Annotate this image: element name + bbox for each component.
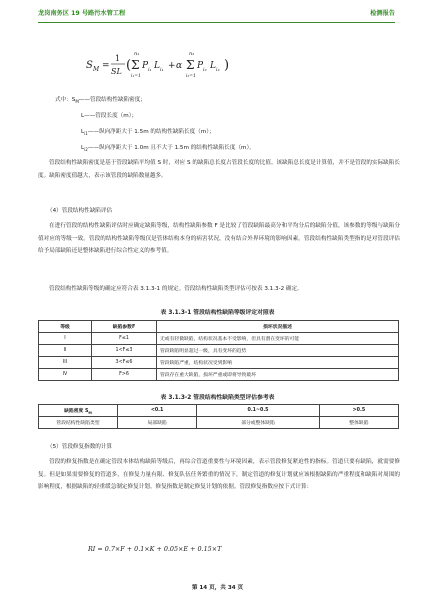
def-li2: $L_{i2}——$纵向净距大于 1.0m 且不大于 1.5m 的结构性缺陷长度（m）。 xyxy=(81,145,255,153)
formula-term2-p-sub: i₂ xyxy=(203,67,207,73)
table1-caption: 表 3.1.3-1 管段结构性缺陷等级评定对照表 xyxy=(160,310,275,316)
header-report-type: 检测报告 xyxy=(370,10,395,17)
table-cell: <0.1 xyxy=(118,405,197,417)
formula-term1-p-sub: i₁ xyxy=(148,67,152,73)
table-header-cell: 缺陷参数F xyxy=(92,321,157,333)
formula-term2-l-sub: i₂ xyxy=(216,67,220,73)
table-cell: 局部缺陷 xyxy=(118,417,197,429)
formula-sum1-bottom: i₁=1 xyxy=(131,74,141,79)
formula-sum2-top: n₂ xyxy=(189,51,195,57)
formula-open-paren: ( xyxy=(126,58,132,73)
table-cell: 管段缺陷严重，结构状况受到影响 xyxy=(157,357,399,369)
paragraph-table-reference: 管段结构性缺陷等级的确定应符合表 3.1.3-1 的规定。管段结构性缺陷类型评估可按表 3.1.3-2 确定。 xyxy=(49,286,303,292)
paragraph-density-explanation: 管段结构性缺陷密度是基于管段缺陷平均值 S 时，对应 S 的缺陷总长度占管段长度的比值。该缺陷总长度是计算值，并不是管段的实际缺陷长度。缺陷密度值越大，表示该管段的缺陷数量越多。 xyxy=(38,160,400,179)
table-cell: 无或有轻微缺陷，结构状况基本不受影响，但具有潜在变坏的可能 xyxy=(157,333,399,345)
formula-term2-p: P xyxy=(197,61,204,71)
table2-caption: 表 3.1.3-2 管段结构性缺陷类型评估参考表 xyxy=(160,395,275,401)
table-row xyxy=(39,357,399,369)
table-row xyxy=(39,417,399,429)
table-row xyxy=(39,405,399,417)
table-cell: 部分或整体缺陷 xyxy=(197,417,320,429)
table-header-row xyxy=(39,321,399,333)
table-header-cell: 等级 xyxy=(39,321,92,333)
formula-sum2-bottom: i₂=1 xyxy=(186,74,196,79)
table-cell: 管段缺陷明显超过一级，具有变坏的趋势 xyxy=(157,345,399,357)
defect-grade-table xyxy=(38,320,399,381)
formula-sum1-top: n₁ xyxy=(134,51,140,57)
table-cell: 1<F≤3 xyxy=(92,345,157,357)
formula-lhs-sub: M xyxy=(93,66,100,73)
formula-frac-num: 1 xyxy=(115,54,121,63)
table-row xyxy=(39,369,399,381)
table-header-cell: 损坏状况描述 xyxy=(157,321,399,333)
def-sm: 式中：$S_M——$管段结构性缺陷密度； xyxy=(55,97,146,105)
page-number-footer: 第 14 页，共 34 页 xyxy=(191,585,244,591)
table-cell: F≤1 xyxy=(92,333,157,345)
formula-term1-l: L xyxy=(154,61,160,71)
table-cell: 整体缺陷 xyxy=(319,417,398,429)
page-header xyxy=(38,6,395,23)
table-cell: 3<F≤6 xyxy=(92,357,157,369)
table-cell: 缺陷密度 $S_M$ xyxy=(39,405,118,417)
formula-term1-l-sub: i₁ xyxy=(160,67,164,73)
table-cell: 管段结构性缺陷类型 xyxy=(39,417,118,429)
paragraph-repair-index: 管段的修复指数是在确定管段本体结构缺陷等级后，再综合管道重要性与环境因素，表示管段修复紧迫性的指标。管道只要有缺陷，就需要修复。但是如果需要修复的管道多，在修复力量有限、修复队伍任务繁重的情况下，制定管道的修复计划就应该根据缺陷的严重程度和缺陷对周围的影响程度，根据缺陷的轻重缓急制定修复计划。修复指数是制定修复计划的依据。管段修复指数应按下式计算： xyxy=(38,459,400,491)
section-5-heading: （5）管段修复指数的计算 xyxy=(47,444,113,450)
table-cell: III xyxy=(39,357,92,369)
table-cell: IV xyxy=(39,369,92,381)
header-project-title: 龙岗南务区 19 号路污水管工程 xyxy=(38,10,126,17)
formula-sum1-sigma: Σ xyxy=(131,58,140,72)
table-cell: 0.1~0.5 xyxy=(197,405,320,417)
formula-alpha: α xyxy=(176,61,183,71)
def-li1: $L_{i1}——$纵向净距大于 1.5m 的结构性缺陷长度（m）； xyxy=(81,129,215,137)
formula-term2-l: L xyxy=(210,61,216,71)
repair-index-formula: RI = 0.7×F + 0.1×K + 0.05×E + 0.15×T xyxy=(88,545,222,553)
formula-sum2-sigma: Σ xyxy=(186,58,195,72)
formula-frac-den: SL xyxy=(111,67,122,76)
table-row xyxy=(39,345,399,357)
table-row xyxy=(39,333,399,345)
defect-type-table xyxy=(38,404,399,429)
table-cell: I xyxy=(39,333,92,345)
section-4-heading: （4）管段结构性缺陷评估 xyxy=(47,208,113,214)
paragraph-structural-assessment: 在进行管段的结构性缺陷评估时应确定缺陷等级，结构性缺陷参数 F 是比较了管段缺陷最高分和平均分后的缺陷分值，该参数的等级与缺陷分值对应的等级一致。管段的结构性缺陷等级仅是管体结构本身的病害状况，没有结合外界环境的影响因素。管段结构性缺陷类型指的是对管段评估给予局部缺陷还是整体缺陷进行综合性定义的参考值。 xyxy=(38,223,400,255)
table-cell: >0.5 xyxy=(319,405,398,417)
formula-equals: = xyxy=(102,61,110,71)
table-cell: II xyxy=(39,345,92,357)
defect-density-formula xyxy=(82,44,272,84)
def-l: L——管段长度（m）； xyxy=(81,113,138,119)
formula-plus: + xyxy=(168,61,176,71)
formula-lhs: S xyxy=(86,60,93,71)
table-cell: 管段存在重大缺陷，损坏严重或即将导致破坏 xyxy=(157,369,399,381)
formula-close-paren: ) xyxy=(224,58,230,73)
formula-term1-p: P xyxy=(142,61,149,71)
table-cell: F>6 xyxy=(92,369,157,381)
